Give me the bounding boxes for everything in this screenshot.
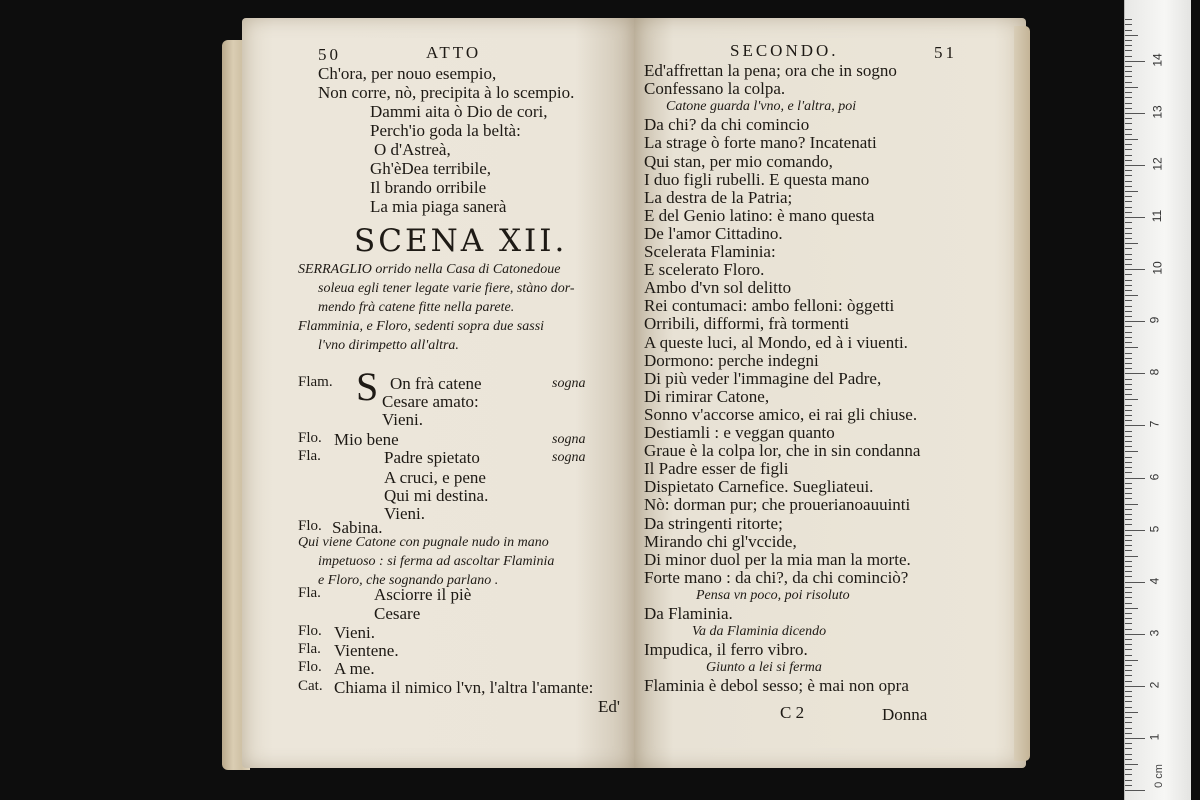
ruler-tick: [1125, 691, 1132, 692]
ruler-tick: [1125, 300, 1132, 301]
aside-note: sogna: [552, 376, 586, 391]
ruler-tick: [1125, 108, 1132, 109]
ruler-tick: [1125, 155, 1132, 156]
ruler-label: 6: [1147, 473, 1162, 480]
speaker-label: Flam.: [298, 374, 333, 390]
ruler-tick: [1125, 196, 1132, 197]
ruler-tick: [1125, 212, 1132, 213]
verse-line: Orribili, difformi, frà tormenti: [644, 314, 850, 334]
ruler-tick: [1125, 535, 1132, 536]
ruler-label: 2: [1147, 681, 1162, 689]
ruler-tick: [1125, 405, 1132, 406]
aside-note: sogna: [552, 450, 586, 465]
ruler-label: 14: [1150, 53, 1165, 67]
verse-line: A queste luci, al Mondo, ed à i viuenti.: [644, 332, 908, 352]
aside-note: sogna: [552, 432, 586, 447]
ruler-tick: [1125, 493, 1132, 494]
ruler-tick: [1125, 254, 1132, 255]
ruler-tick: [1125, 61, 1145, 62]
ruler-tick: [1125, 40, 1132, 41]
verse-line: Ch'ora, per nouo esempio,: [318, 64, 497, 83]
ruler-tick: [1125, 30, 1132, 31]
dialogue-line: Asciorre il piè: [374, 585, 472, 604]
ruler-tick: [1125, 519, 1132, 520]
ruler-tick: [1125, 353, 1132, 354]
scene-title: SCENA XII.: [354, 223, 568, 259]
verse-line: E del Genio latino: è mano questa: [644, 205, 875, 225]
ruler-tick: [1125, 728, 1132, 729]
ruler-tick: [1125, 238, 1132, 239]
page-stack-right: [1014, 26, 1030, 761]
ruler-tick: [1125, 66, 1132, 67]
dialogue-line: Mio bene: [334, 430, 399, 449]
ruler-tick: [1125, 498, 1132, 499]
verse-line: Perch'io goda la beltà:: [370, 121, 521, 140]
ruler-tick: [1125, 311, 1132, 312]
ruler-tick: [1125, 97, 1132, 98]
ruler-tick: [1125, 613, 1132, 614]
ruler-tick: [1125, 326, 1132, 327]
verse-line: Impudica, il ferro vibro.: [644, 640, 808, 660]
ruler-tick: [1125, 149, 1132, 150]
running-head: SECONDO.: [730, 41, 839, 60]
ruler-tick: [1125, 754, 1132, 755]
ruler-label: 10: [1150, 261, 1165, 275]
ruler-tick: [1125, 639, 1132, 640]
ruler-tick: [1125, 780, 1132, 781]
measuring-ruler: [1124, 0, 1191, 800]
ruler-tick: [1125, 274, 1132, 275]
ruler-tick: [1125, 441, 1132, 442]
drop-cap: S: [356, 364, 379, 409]
ruler-tick: [1125, 670, 1132, 671]
stage-direction: Catone guarda l'vno, e l'altra, poi: [666, 99, 857, 115]
ruler-tick: [1125, 207, 1132, 208]
ruler-tick: [1125, 701, 1132, 702]
open-book: [222, 18, 1034, 776]
ruler-tick: [1125, 181, 1132, 182]
verse-line: Il brando orribile: [370, 178, 487, 197]
ruler-tick: [1125, 425, 1145, 426]
page-number: 51: [934, 43, 957, 62]
ruler-tick: [1125, 545, 1132, 546]
ruler-tick: [1125, 295, 1138, 296]
ruler-tick: [1125, 446, 1132, 447]
ruler-tick: [1125, 56, 1132, 57]
ruler-tick: [1125, 201, 1132, 202]
signature-mark: C 2: [780, 703, 805, 722]
stage-direction: l'vno dirimpetto all'altra.: [318, 338, 459, 353]
ruler-tick: [1125, 550, 1132, 551]
ruler-tick: [1125, 170, 1132, 171]
ruler-tick: [1125, 582, 1145, 583]
ruler-tick: [1125, 222, 1132, 223]
catchword: Ed': [598, 697, 620, 716]
verse-line: La destra de la Patria;: [644, 187, 793, 207]
verse-line: O d'Astreà,: [374, 140, 451, 159]
ruler-tick: [1125, 774, 1132, 775]
ruler-tick: [1125, 50, 1132, 51]
verse-line: Scelerata Flaminia:: [644, 242, 776, 261]
ruler-tick: [1125, 733, 1132, 734]
dialogue-line: Vieni.: [382, 410, 423, 429]
ruler-tick: [1125, 681, 1132, 682]
stage-direction: Qui viene Catone con pugnale nudo in mano: [298, 535, 549, 550]
ruler-tick: [1125, 35, 1138, 36]
verse-line: La strage ò forte mano? Incatenati: [644, 133, 877, 153]
ruler-tick: [1125, 488, 1132, 489]
ruler-tick: [1125, 82, 1132, 83]
ruler-tick: [1125, 420, 1132, 421]
stage-direction: Flamminia, e Floro, sedenti sopra due sassi: [298, 319, 545, 334]
ruler-tick: [1125, 785, 1132, 786]
ruler-tick: [1125, 76, 1132, 77]
ruler-tick: [1125, 608, 1138, 609]
ruler-tick: [1125, 399, 1138, 400]
ruler-tick: [1125, 264, 1132, 265]
verse-line: Gh'èDea terribile,: [370, 159, 492, 178]
ruler-tick: [1125, 191, 1138, 192]
ruler-label: 13: [1150, 105, 1165, 119]
ruler-tick: [1125, 19, 1132, 20]
ruler-tick: [1125, 71, 1132, 72]
ruler-tick: [1125, 556, 1138, 557]
stage-direction: Pensa vn poco, poi risoluto: [696, 587, 850, 603]
ruler-tick: [1125, 306, 1132, 307]
speaker-label: Fla.: [298, 641, 321, 657]
running-head: ATTO: [426, 43, 482, 62]
ruler-tick: [1125, 743, 1132, 744]
ruler-tick: [1125, 483, 1132, 484]
ruler-tick: [1125, 660, 1138, 661]
ruler-tick: [1125, 722, 1132, 723]
ruler-tick: [1125, 514, 1132, 515]
ruler-tick: [1125, 790, 1145, 791]
stage-direction: impetuoso : si ferma ad ascoltar Flaminia: [318, 554, 555, 569]
ruler-label: 1: [1147, 733, 1162, 741]
ruler-label: 5: [1147, 525, 1162, 532]
catchword: Donna: [882, 705, 928, 724]
ruler-tick: [1125, 592, 1132, 593]
ruler-tick: [1125, 530, 1145, 531]
ruler-tick: [1125, 384, 1132, 385]
ruler-tick: [1125, 259, 1132, 260]
ruler-tick: [1125, 436, 1132, 437]
speaker-label: Cat.: [298, 678, 323, 694]
verse-line: Flaminia è debol sesso; è mai non opra: [644, 676, 909, 696]
ruler-tick: [1125, 280, 1132, 281]
ruler-tick: [1125, 603, 1132, 604]
ruler-tick: [1125, 504, 1138, 505]
ruler-tick: [1125, 431, 1132, 432]
page-number: 50: [318, 45, 341, 64]
speaker-label: Fla.: [298, 448, 321, 464]
dialogue-line: Vientene.: [334, 641, 399, 660]
ruler-tick: [1125, 243, 1138, 244]
ruler-tick: [1125, 290, 1132, 291]
ruler-tick: [1125, 478, 1145, 479]
verse-line: Ambo d'vn sol delitto: [644, 278, 792, 298]
ruler-tick: [1125, 597, 1132, 598]
ruler-tick: [1125, 118, 1132, 119]
verse-line: Dispietato Carnefice. Suegliateui.: [644, 477, 874, 497]
dialogue-line: Vieni.: [384, 504, 425, 523]
ruler-tick: [1125, 509, 1132, 510]
verse-line: Sonno v'accorse amico, ei rai gli chiuse.: [644, 404, 918, 424]
ruler-tick: [1125, 337, 1132, 338]
speaker-label: Fla.: [298, 585, 321, 601]
dialogue-line: Cesare: [374, 604, 421, 623]
ruler-tick: [1125, 347, 1138, 348]
ruler-tick: [1125, 712, 1138, 713]
ruler-tick: [1125, 748, 1132, 749]
ruler-label: 11: [1150, 209, 1165, 223]
dialogue-line: Chiama il nimico l'vn, l'altra l'amante:: [334, 678, 594, 697]
dialogue-line: Cesare amato:: [382, 392, 479, 411]
ruler-tick: [1125, 103, 1132, 104]
dialogue-line: Sabina.: [332, 518, 383, 537]
ruler-tick: [1125, 165, 1145, 166]
ruler-tick: [1125, 717, 1132, 718]
ruler-tick: [1125, 644, 1132, 645]
ruler-tick: [1125, 524, 1132, 525]
ruler-tick: [1125, 186, 1132, 187]
stage-direction: e Floro, che sognando parlano .: [318, 573, 499, 588]
ruler-tick: [1125, 24, 1132, 25]
ruler-tick: [1125, 269, 1145, 270]
ruler-tick: [1125, 129, 1132, 130]
dialogue-line: On frà catene: [390, 374, 482, 393]
stage-direction: mendo frà catene fitte nella parete.: [318, 300, 515, 315]
ruler-tick: [1125, 332, 1132, 333]
ruler-tick: [1125, 368, 1132, 369]
ruler-tick: [1125, 738, 1145, 739]
ruler-tick: [1125, 707, 1132, 708]
ruler-tick: [1125, 285, 1132, 286]
ruler-tick: [1125, 228, 1132, 229]
dialogue-line: Qui mi destina.: [384, 486, 489, 505]
ruler-tick: [1125, 623, 1132, 624]
ruler-tick: [1125, 587, 1132, 588]
ruler-label: 7: [1147, 421, 1162, 428]
verse-line: De l'amor Cittadino.: [644, 223, 783, 243]
ruler-tick: [1125, 342, 1132, 343]
ruler-tick: [1125, 540, 1132, 541]
ruler-tick: [1125, 415, 1132, 416]
ruler-tick: [1125, 462, 1132, 463]
ruler-tick: [1125, 686, 1145, 687]
verse-line: Di più veder l'immagine del Padre,: [644, 368, 882, 388]
verse-line: Destiamli : e veggan quanto: [644, 423, 835, 442]
verse-line: Da chi? da chi comincio: [644, 115, 810, 135]
stage-direction: soleua egli tener legate varie fiere, stàno dor-: [318, 281, 575, 296]
ruler-tick: [1125, 618, 1132, 619]
ruler-tick: [1125, 389, 1132, 390]
verse-line: Dormono: perche indegni: [644, 350, 819, 370]
ruler-tick: [1125, 759, 1132, 760]
ruler-tick: [1125, 451, 1138, 452]
verse-line: Di minor duol per la mia man la morte.: [644, 549, 911, 569]
verse-line: Mirando chi gl'vccide,: [644, 531, 797, 551]
ruler-tick: [1125, 123, 1132, 124]
ruler-tick: [1125, 394, 1132, 395]
speaker-label: Flo.: [298, 430, 322, 446]
ruler-tick: [1125, 764, 1138, 765]
verse-line: Da Flaminia.: [644, 604, 733, 623]
ruler-tick: [1125, 576, 1132, 577]
page-left: [242, 18, 634, 768]
ruler-tick: [1125, 113, 1145, 114]
ruler-tick: [1125, 410, 1132, 411]
dialogue-line: Vieni.: [334, 623, 375, 642]
ruler-tick: [1125, 467, 1132, 468]
dialogue-line: Padre spietato: [384, 448, 480, 467]
verse-line: Forte mano : da chi?, da chi cominciò?: [644, 567, 909, 587]
ruler-tick: [1125, 457, 1132, 458]
dialogue-line: A cruci, e pene: [384, 468, 486, 487]
ruler-tick: [1125, 217, 1145, 218]
ruler-tick: [1125, 160, 1132, 161]
stage-direction: SERRAGLIO orrido nella Casa di Catonedoue: [298, 262, 561, 277]
stage-direction: Giunto a lei si ferma: [706, 660, 822, 676]
ruler-tick: [1125, 629, 1132, 630]
stage-direction: Va da Flaminia dicendo: [692, 624, 827, 640]
dialogue-line: A me.: [334, 659, 375, 678]
ruler-tick: [1125, 769, 1132, 770]
ruler-tick: [1125, 321, 1145, 322]
ruler-tick: [1125, 472, 1132, 473]
ruler-label: 9: [1147, 316, 1162, 324]
verse-line: Rei contumaci: ambo felloni: òggetti: [644, 296, 895, 316]
ruler-tick: [1125, 379, 1132, 380]
ruler-tick: [1125, 87, 1138, 88]
ruler-tick: [1125, 561, 1132, 562]
ruler-tick: [1125, 45, 1132, 46]
speaker-label: Flo.: [298, 518, 322, 534]
ruler-tick: [1125, 248, 1132, 249]
verse-line: Nò: dorman pur; che prouerianoauuinti: [644, 495, 911, 515]
verse-line: Ed'affrettan la pena; ora che in sogno: [644, 61, 897, 80]
verse-line: E scelerato Floro.: [644, 260, 765, 280]
ruler-tick: [1125, 373, 1145, 374]
ruler-tick: [1125, 655, 1132, 656]
verse-line: Confessano la colpa.: [644, 79, 786, 99]
ruler-tick: [1125, 571, 1132, 572]
ruler-tick: [1125, 233, 1132, 234]
verse-line: Graue è la colpa lor, che in sin condanna: [644, 441, 921, 461]
ruler-label: 12: [1150, 157, 1165, 171]
page-right: [634, 18, 1026, 768]
ruler-tick: [1125, 358, 1132, 359]
ruler-tick: [1125, 634, 1145, 635]
ruler-tick: [1125, 175, 1132, 176]
verse-line: I duo figli rubelli. E questa mano: [644, 169, 870, 189]
ruler-tick: [1125, 665, 1132, 666]
ruler-tick: [1125, 134, 1132, 135]
speaker-label: Flo.: [298, 659, 322, 675]
ruler-tick: [1125, 566, 1132, 567]
verse-line: Da stringenti ritorte;: [644, 513, 783, 533]
ruler-tick: [1125, 144, 1132, 145]
ruler-tick: [1125, 139, 1138, 140]
verse-line: Di rimirar Catone,: [644, 386, 770, 406]
ruler-label: 3: [1147, 629, 1162, 637]
ruler-unit: 0 cm: [1152, 764, 1165, 788]
speaker-label: Flo.: [298, 623, 322, 639]
verse-line: Dammi aita ò Dio de cori,: [370, 102, 548, 121]
ruler-tick: [1125, 649, 1132, 650]
verse-line: Non corre, nò, precipita à lo scempio.: [318, 83, 575, 102]
verse-line: La mia piaga sanerà: [370, 197, 507, 216]
ruler-tick: [1125, 363, 1132, 364]
ruler-tick: [1125, 92, 1132, 93]
ruler-tick: [1125, 316, 1132, 317]
ruler-tick: [1125, 696, 1132, 697]
ruler-tick: [1125, 675, 1132, 676]
ruler-label: 4: [1147, 577, 1162, 584]
verse-line: Il Padre esser de figli: [644, 459, 789, 479]
ruler-label: 8: [1147, 368, 1162, 376]
verse-line: Qui stan, per mio comando,: [644, 151, 833, 171]
